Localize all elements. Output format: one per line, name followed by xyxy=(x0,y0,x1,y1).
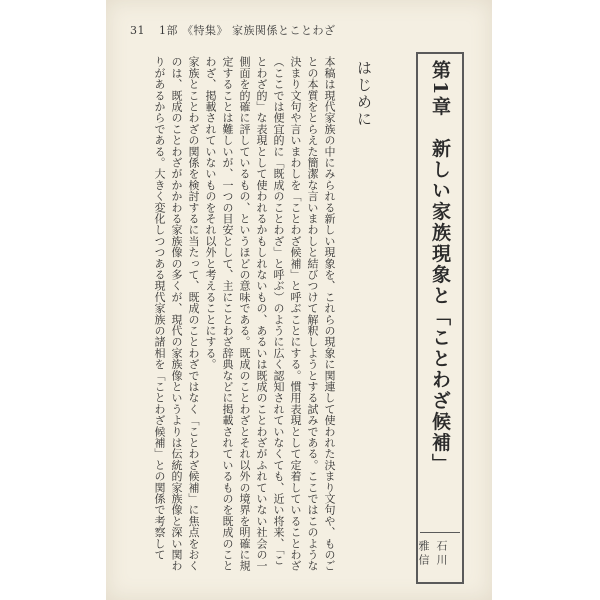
book-page xyxy=(106,0,492,600)
body-paragraph: 家族とことわざの関係を検討するに当たって、既成のことわざではなく「ことわざ候補」に焦点をおくのは、既成のことわざがかかわる家族像の多くが、現代の家族像というよりは伝統的家族像と深い関わりがあるからである。大きく変化しつつある現代家族の諸相を「ことわざ候補」との関係で考察して xyxy=(153,56,200,572)
chapter-divider xyxy=(420,532,460,533)
running-head-text: 1部 《特集》 家族関係とことわざ xyxy=(159,24,336,37)
author-name: 石川 雅信 xyxy=(417,540,448,582)
page-number: 31 xyxy=(130,24,145,37)
section-heading: はじめに xyxy=(355,60,373,128)
body-paragraph: 本稿は現代家族の中にみられる新しい現象を、これらの現象に関連して使われた決まり文句や、ものごとの本質をとらえた簡潔な言いまわしと結びつけて解釈しようとする試みである。ここではこのような決まり文句や言いまわしを「ことわざ候補」と呼ぶことにする。慣用表現として定着していることわざ（ここでは便宜的に「既成のことわざ」と呼ぶ）のように広く認知されていなくても、近い将来、「ことわざ的」な表現として使われるかもしれないもの、あるいは既成のことわざがふれていない社会の一側面を的確に評しているもの、というほどの意味である。既成のことわざとそれ以外の境界を明確に規定することは難しいが、一つの目安として、主にことわざ辞典などに掲載されているものを既成のことわざ、掲載されていないものをそれ以外と考えることにする。 xyxy=(204,56,336,572)
body-text xyxy=(134,56,338,576)
chapter-title: 第1章 新しい家族現象と「ことわざ候補」 xyxy=(429,60,451,475)
chapter-title-box xyxy=(416,52,464,584)
running-head xyxy=(130,22,470,38)
